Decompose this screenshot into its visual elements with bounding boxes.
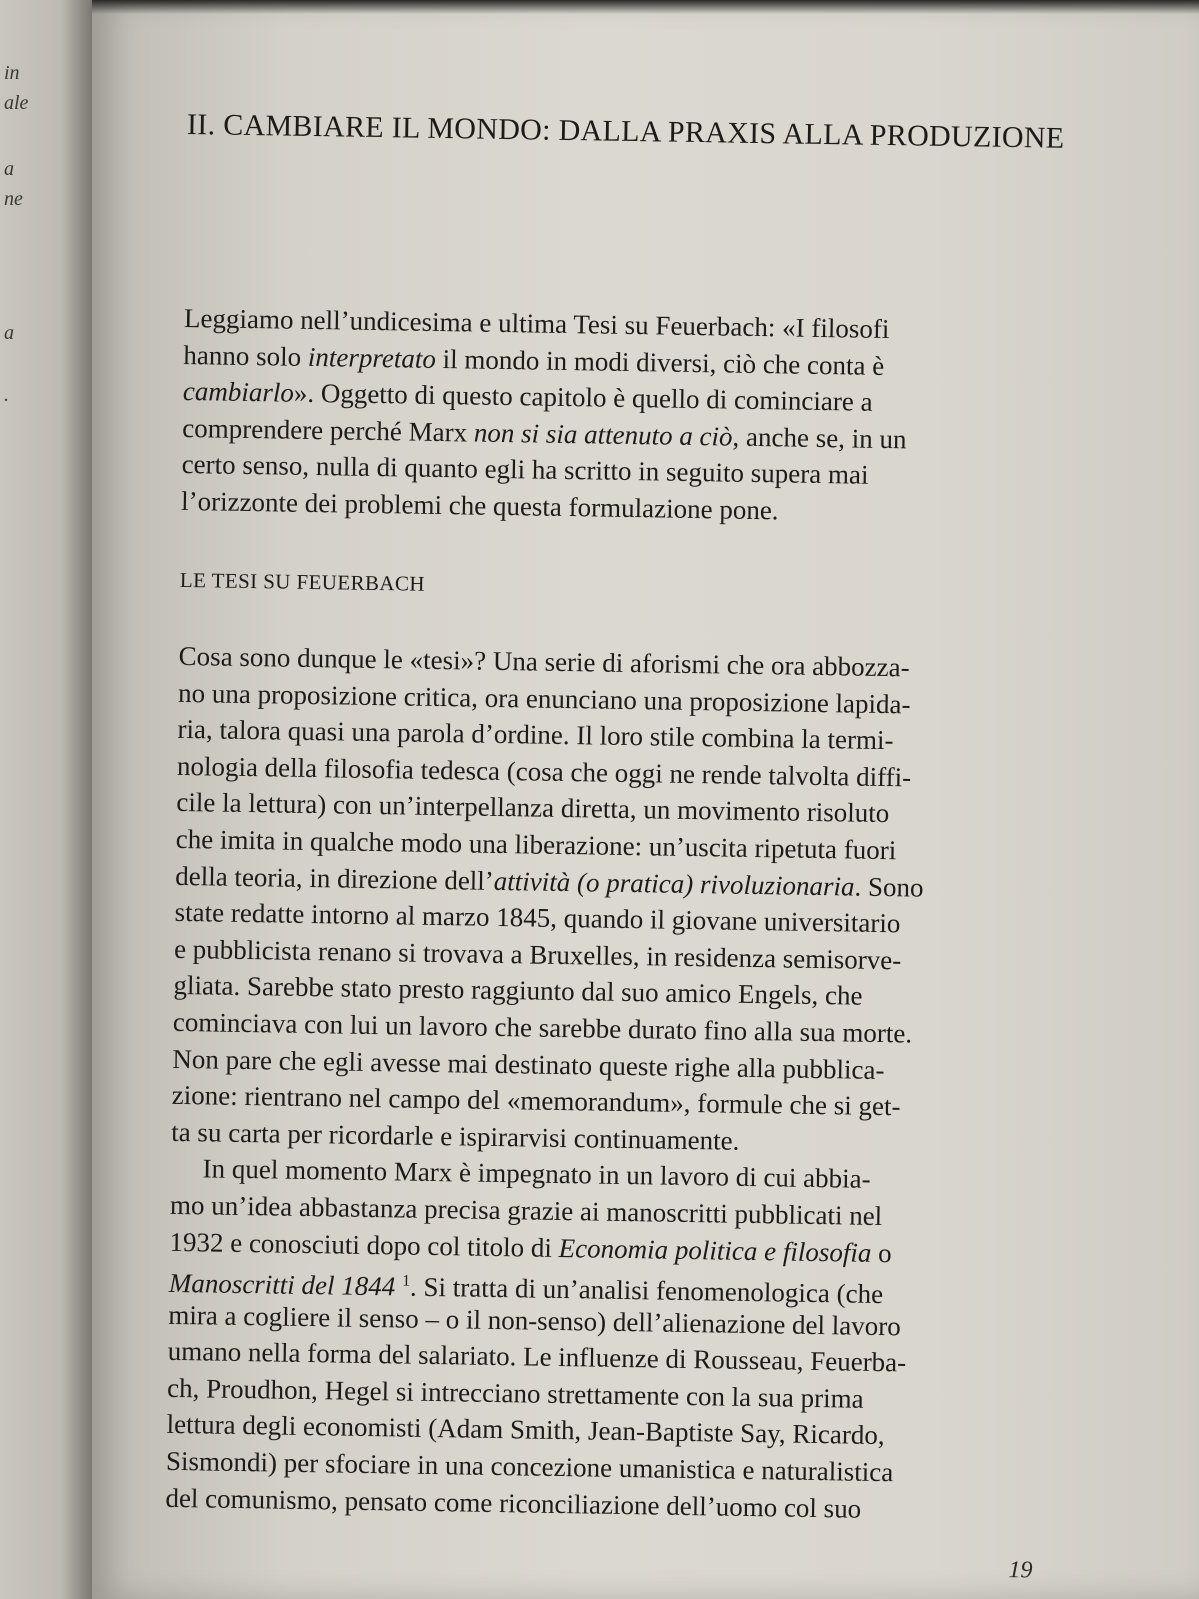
text-segment: hanno solo [183, 339, 309, 372]
text-segment: l’orizzonte dei problemi che questa formulazione pone. [180, 485, 779, 525]
text-segment: lettura degli economisti (Adam Smith, Jean-Baptiste Say, Ricardo, [166, 1409, 885, 1451]
text-segment: state redatte intorno al marzo 1845, quando il giovane universitario [174, 897, 901, 939]
text-segment: , anche se, in un [732, 421, 907, 454]
text-segment: . Sono [854, 871, 924, 903]
text-segment: ria, talora quasi una parola d’ordine. Il loro stile combina la termi- [177, 714, 894, 756]
prev-page-fragment: ne [4, 188, 23, 210]
text-segment: umano nella forma del salariato. Le influenze di Rousseau, Feuerba- [167, 1336, 907, 1378]
text-segment: che imita in qualche modo una liberazione: un’uscita ripetuta fuori [175, 823, 897, 866]
page-number: 19 [1008, 1557, 1033, 1584]
text-segment: Sismondi) per sfociare in una concezione umanistica e naturalistica [165, 1445, 894, 1488]
section-heading: LE TESI SU FEUERBACH [179, 567, 426, 596]
prev-page-fragment: in [4, 62, 20, 84]
text-segment: ta su carta per ricordarle e ispirarvisi continuamente. [170, 1116, 740, 1156]
text-segment: comprendere perché Marx [182, 412, 475, 448]
body-text [165, 638, 979, 1529]
text-segment: mira a cogliere il senso – o il non-senso) dell’alienazione del lavoro [168, 1299, 902, 1342]
text-segment: certo senso, nulla di quanto egli ha scritto in seguito supera mai [181, 448, 869, 490]
prev-page-fragment: ale [4, 92, 29, 114]
prev-page-fragment: a [4, 158, 14, 180]
prev-page-fragment: . [4, 384, 9, 406]
text-segment: ch, Proudhon, Hegel si intrecciano strettamente con la sua prima [166, 1372, 864, 1414]
italic-text: interpretato [307, 341, 437, 374]
text-segment: cile la lettura) con un’interpellanza diretta, un movimento risoluto [176, 787, 890, 829]
text-segment: 1932 e conosciuti dopo col titolo di [169, 1226, 559, 1263]
text-segment: o [871, 1237, 892, 1268]
book-page [92, 0, 1199, 1599]
italic-text: cambiarlo [182, 375, 295, 408]
text-segment: In quel momento Marx è impegnato in un lavoro di cui abbia- [202, 1153, 871, 1195]
chapter-title: II. CAMBIARE IL MONDO: DALLA PRAXIS ALLA PRODUZIONE [186, 107, 1065, 155]
prev-page-fragment: a [4, 322, 14, 344]
footnote-ref: 1 [402, 1272, 411, 1290]
italic-text: attività (o pratica) rivoluzionaria [493, 865, 855, 902]
text-segment: della teoria, in direzione dell’ [175, 860, 495, 896]
text-segment: nologia della filosofia tedesca (cosa che oggi ne rende talvolta diffi- [176, 750, 912, 793]
intro-paragraph [181, 300, 984, 532]
text-segment: mo un’idea abbastanza precisa grazie ai manoscritti pubblicati nel [169, 1189, 883, 1231]
italic-text: non si sia attenuto a ciò [473, 417, 733, 452]
text-segment: zione: rientrano nel campo del «memorandum», formule che si get- [171, 1079, 901, 1122]
text-segment: Leggiamo nell’undicesima e ultima Tesi su Feuerbach: «I filosofi [183, 302, 890, 345]
text-segment: no una proposizione critica, ora enunciano una proposizione lapida- [177, 677, 911, 720]
page-top-edge [92, 0, 1199, 14]
text-segment: cominciava con lui un lavoro che sarebbe durato fino alla sua morte. [172, 1006, 913, 1049]
text-segment: del comunismo, pensato come riconciliazione dell’uomo col suo [165, 1482, 862, 1524]
text-segment: Cosa sono dunque le «tesi»? Una serie di aforismi che ora abbozza- [178, 640, 910, 683]
text-segment: gliata. Sarebbe stato presto raggiunto dal suo amico Engels, che [173, 970, 863, 1012]
text-segment: Non pare che egli avesse mai destinato queste righe alla pubblica- [172, 1043, 885, 1085]
italic-text: Manoscritti del 1844 [168, 1267, 396, 1302]
page-gutter-shadow [60, 0, 92, 1599]
text-segment: il mondo in modi diversi, ciò che conta è [435, 343, 885, 381]
text-segment: e pubblicista renano si trovava a Bruxelles, in residenza semisorve- [173, 933, 902, 976]
text-segment: ». Oggetto di questo capitolo è quello di cominciare a [293, 377, 873, 417]
previous-page-edge [0, 0, 92, 1599]
italic-text: Economia politica e filosofia [558, 1232, 872, 1268]
text-segment: . Si tratta di un’analisi fenomenologica (che [409, 1271, 884, 1310]
